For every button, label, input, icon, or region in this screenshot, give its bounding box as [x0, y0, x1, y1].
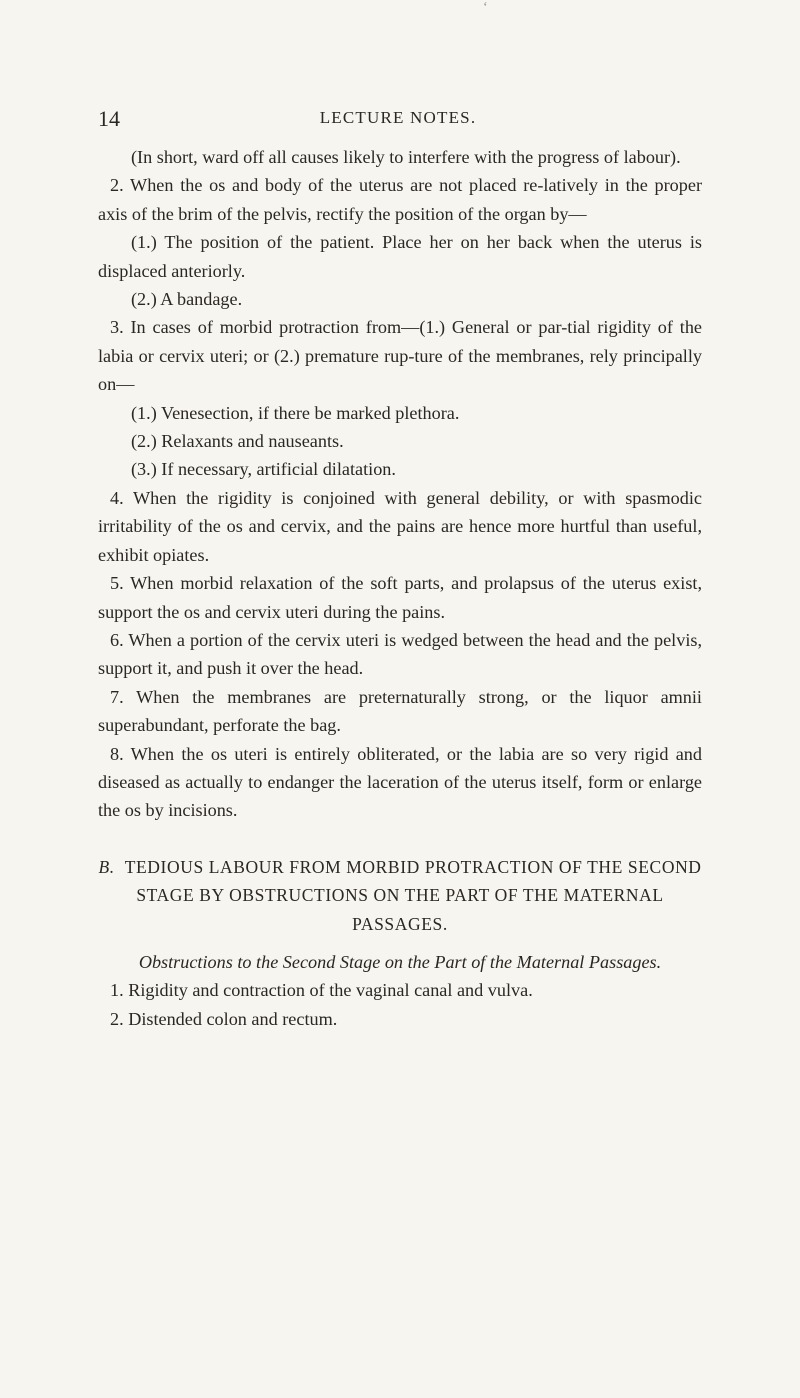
paragraph: 6. When a portion of the cervix uteri is wedged between the head and the pelvis, support it, and push it over the head.	[98, 629, 702, 679]
section-title: TEDIOUS LABOUR FROM MORBID PROTRACTION OF THE SECOND STAGE BY OBSTRUCTIONS ON THE PART OF THE MATERNAL PASSAGES.	[124, 856, 702, 934]
paragraph: (2.) Relaxants and nauseants.	[131, 431, 344, 452]
paragraph: 7. When the membranes are preternaturally strong, or the liquor amnii superabundant, perforate the bag.	[98, 686, 702, 736]
paragraph: 4. When the rigidity is conjoined with general debility, or with spasmodic irritability of the os and cervix, and the pains are hence more hurtful than useful, exhibit opiates.	[98, 487, 702, 565]
paragraph: (3.) If necessary, artificial dilatation.	[131, 459, 396, 480]
paragraph: 2. When the os and body of the uterus are not placed re-latively in the proper axis of the brim of the pelvis, rectify the position of the organ by—	[98, 175, 702, 224]
section-subheading: Obstructions to the Second Stage on the Part of the Maternal Passages.	[138, 951, 662, 972]
paragraph: (In short, ward off all causes likely to interfere with the progress of labour).	[131, 147, 681, 167]
paragraph: (1.) Venesection, if there be marked plethora.	[131, 402, 460, 423]
paragraph: (1.) The position of the patient. Place her on her back when the uterus is displaced anteriorly.	[98, 232, 702, 281]
page-body	[98, 143, 702, 1033]
page-number: 14	[98, 106, 120, 131]
page-header	[98, 106, 698, 136]
paragraph: 8. When the os uteri is entirely obliterated, or the labia are so very rigid and diseased as actually to endanger the laceration of the uterus itself, form or enlarge the os by incisions.	[98, 743, 702, 821]
list-item: 1. Rigidity and contraction of the vaginal canal and vulva.	[110, 980, 533, 1001]
page-mark: ʻ	[483, 0, 488, 15]
paragraph: 3. In cases of morbid protraction from—(1.) General or par-tial rigidity of the labia or cervix uteri; or (2.) premature rup-ture of the membranes, rely principally on—	[98, 317, 702, 395]
paragraph: (2.) A bandage.	[131, 289, 243, 310]
section-heading	[98, 853, 702, 938]
list-item: 2. Distended colon and rectum.	[110, 1008, 338, 1029]
paragraph: 5. When morbid relaxation of the soft parts, and prolapsus of the uterus exist, support the os and cervix uteri during the pains.	[98, 573, 702, 622]
section-letter: B.	[98, 856, 115, 877]
running-head: LECTURE NOTES.	[319, 108, 477, 127]
